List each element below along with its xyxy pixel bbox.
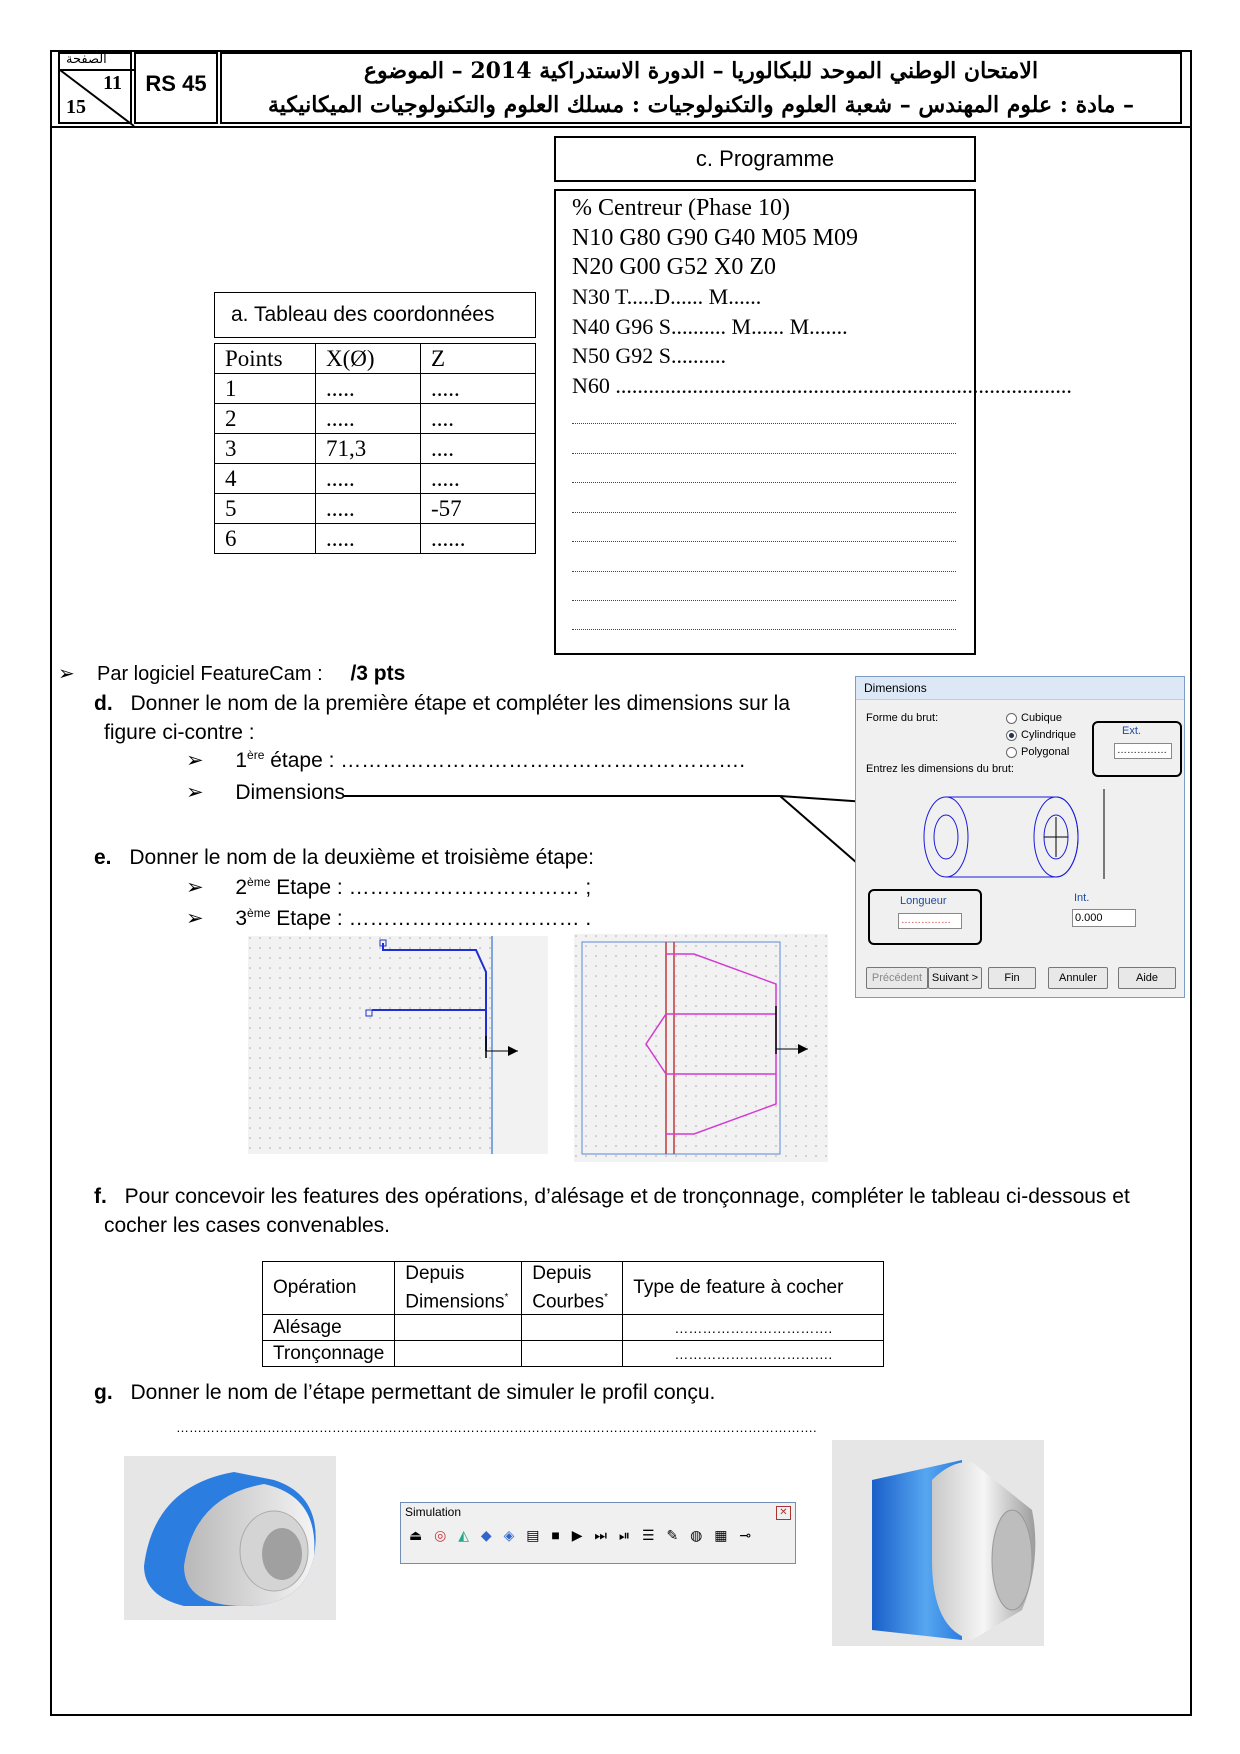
profile-blue-drawing [248,936,548,1154]
cell: ..... [316,374,421,404]
feature-table-header [263,1262,884,1315]
header-text: Depuis Dimensions [405,1263,505,1313]
featurecam-intro-text: Par logiciel FeatureCam : [97,663,323,685]
radio-selected-icon [1006,730,1017,741]
annuler-button[interactable]: Annuler [1048,967,1108,989]
feature-header-courbes [522,1262,623,1315]
longueur-label: Longueur [900,895,947,907]
int-input[interactable]: 0.000 [1072,909,1136,927]
cylinder-diagram [916,777,1096,877]
eject-icon[interactable]: ⏏ [409,1527,427,1543]
ordinal-sup: ère [247,748,265,762]
slider-icon[interactable]: ⊸ [739,1527,756,1543]
checkbox-cell[interactable] [395,1341,522,1367]
question-d-text1: Donner le nom de la première étape et compléter les dimensions sur la [130,692,791,715]
profile-magenta-drawing [574,934,828,1162]
coord-table-title: a. Tableau des coordonnées [214,292,536,338]
fast-forward-icon[interactable]: ⏭ [594,1527,612,1543]
question-g-text: Donner le nom de l’étape permettant de simuler le profil conçu. [130,1381,716,1404]
exam-title-line1: الامتحان الوطني الموحد للبكالوريا – الدورة الاستدراكية 2014 – الموضوع [363,58,1039,84]
question-g [94,1381,715,1405]
step-icon[interactable]: ⏯ [618,1527,635,1543]
radio-cubique[interactable] [1006,712,1062,724]
radio-polygonal[interactable] [1006,746,1069,758]
checkbox-cell[interactable] [522,1341,623,1367]
image-icon[interactable]: ▦ [714,1527,732,1543]
cell: 3 [215,434,316,464]
dimensions-dialog [855,676,1185,998]
cell: 71,3 [316,434,421,464]
coord-header-z: Z [421,344,536,374]
programme-line: N60 ................................................................................... [572,373,1072,398]
star: * [504,1292,509,1303]
question-f-text2: cocher les cases convenables. [104,1214,390,1237]
cell: Tronçonnage [263,1341,395,1367]
question-f-text1: Pour concevoir les features des opérations, d’alésage et de tronçonnage, compléter le tableau ci-dessous et [124,1185,1130,1208]
ordinal: 2 [235,876,248,899]
fin-button[interactable]: Fin [988,967,1036,989]
ordinal-sup: ème [247,906,271,920]
radio-cylindrique[interactable] [1006,729,1076,741]
ext-callout [1092,721,1182,777]
question-e-text: Donner le nom de la deuxième et troisième étape: [129,846,594,869]
ext-label: Ext. [1122,725,1141,737]
part-render-right-drawing [832,1440,1044,1646]
aide-button[interactable]: Aide [1118,967,1176,989]
feature-table [262,1261,884,1367]
question-d-item1-text: étape : …………………………………………………. [264,749,746,772]
cell: 2 [215,404,316,434]
checkbox-cell[interactable] [395,1315,522,1341]
ext-input[interactable]: …………… [1114,743,1172,759]
question-g-letter: g. [94,1381,113,1404]
shape-icon[interactable]: ◭ [458,1527,474,1543]
play-icon[interactable]: ▶ [571,1527,587,1543]
cell: Alésage [263,1315,395,1341]
cell: ...... [421,524,536,554]
table-row [263,1315,884,1341]
precedent-button[interactable]: Précédent [866,967,928,989]
cell: 4 [215,464,316,494]
radio-icon [1006,747,1017,758]
ordinal-sup: ème [247,875,271,889]
globe-icon[interactable]: ◍ [690,1527,707,1543]
dialog-title: Dimensions [856,677,1184,700]
table-row [263,1341,884,1367]
question-d-item2-text: Dimensions [235,781,346,804]
eraser-icon[interactable]: ✎ [666,1527,683,1543]
programme-title: c. Programme [554,136,976,182]
arrow-bullet-icon: ➢ [186,781,204,804]
int-label: Int. [1074,892,1090,904]
cell: 1 [215,374,316,404]
cell: ..... [316,494,421,524]
featurecam-points: /3 pts [350,662,406,685]
cell: ……………………………. [623,1315,884,1341]
radio-label: Cylindrique [1021,729,1077,741]
simulation-title: Simulation [405,1505,462,1519]
cell: 5 [215,494,316,524]
close-icon[interactable]: ✕ [776,1506,791,1520]
ordinal: 1 [235,749,248,772]
ext-dimension-line [1096,789,1116,879]
question-e-letter: e. [94,846,112,869]
profile-image-blue [248,936,548,1154]
feature-header-operation: Opération [263,1262,395,1315]
page-label: الصفحة [66,52,107,67]
color-icon[interactable]: ◈ [503,1527,519,1543]
programme-line: N40 G96 S.......... M...... M....... [572,314,848,339]
exam-code: RS 45 [134,52,218,124]
radio-label: Cubique [1021,712,1062,724]
simulation-buttons [409,1527,755,1544]
part-render-left-drawing [124,1456,336,1620]
cell: ..... [316,404,421,434]
sphere-icon[interactable]: ◆ [480,1527,496,1543]
arrow-bullet-icon: ➢ [186,907,204,930]
question-d-text2: figure ci-contre : [104,721,255,744]
arrow-bullet-icon: ➢ [186,749,204,772]
print-icon[interactable]: ▤ [526,1527,544,1543]
part-render-left [124,1456,336,1620]
coord-header-points: Points [215,344,316,374]
cell: ..... [316,464,421,494]
question-f [94,1185,1130,1209]
entrez-label: Entrez les dimensions du brut: [866,763,1014,775]
programme-line: N10 G80 G90 G40 M05 M09 [572,225,859,251]
programme-line: % Centreur (Phase 10) [572,195,790,221]
radio-icon [1006,713,1017,724]
stop-icon[interactable]: ■ [551,1527,564,1543]
suivant-button[interactable]: Suivant > [928,967,982,989]
cell: ……………………………. [623,1341,884,1367]
arrow-bullet-icon: ➢ [186,876,204,899]
cell: ..... [421,464,536,494]
simulation-toolbar [400,1502,796,1564]
cell: ..... [316,524,421,554]
header-text: Depuis Courbes [532,1263,605,1313]
question-e-item2-text: Etape : …………………………… . [270,907,592,930]
cell: -57 [421,494,536,524]
checkbox-cell[interactable] [522,1315,623,1341]
longueur-input[interactable]: …………… [898,913,962,929]
part-render-right [832,1440,1044,1646]
cell: ..... [421,374,536,404]
coord-header-x: X(Ø) [316,344,421,374]
ordinal: 3 [235,907,248,930]
longueur-callout [868,889,982,945]
page-total: 15 [66,96,86,118]
question-d-letter: d. [94,692,113,715]
arrow-bullet-icon: ➢ [58,663,75,685]
cell: .... [421,434,536,464]
target-icon[interactable]: ◎ [434,1527,451,1543]
star: * [604,1292,608,1303]
radio-label: Polygonal [1021,746,1070,758]
profile-image-magenta [574,934,828,1162]
programme-line: N20 G00 G52 X0 Z0 [572,254,776,280]
list-icon[interactable]: ☰ [642,1527,659,1543]
exam-title-line2: – مادة : علوم المهندس – شعبة العلوم والتكنولوجيات : مسلك العلوم والتكنولوجيات الميكانيكية [267,92,1135,118]
programme-line: N50 G92 S.......... [572,343,727,368]
question-f-letter: f. [94,1185,107,1208]
cell: .... [421,404,536,434]
feature-header-type: Type de feature à cocher [623,1262,884,1315]
forme-label: Forme du brut: [866,712,939,724]
programme-line: N30 T.....D...... M...... [572,284,762,309]
question-e-item1-text: Etape : …………………………… ; [270,876,592,899]
question-g-answer: …………………………………………………………………………………………………………………………………. [176,1420,817,1435]
cell: 6 [215,524,316,554]
feature-header-dimensions [395,1262,522,1315]
page-number: 11 [103,72,122,94]
